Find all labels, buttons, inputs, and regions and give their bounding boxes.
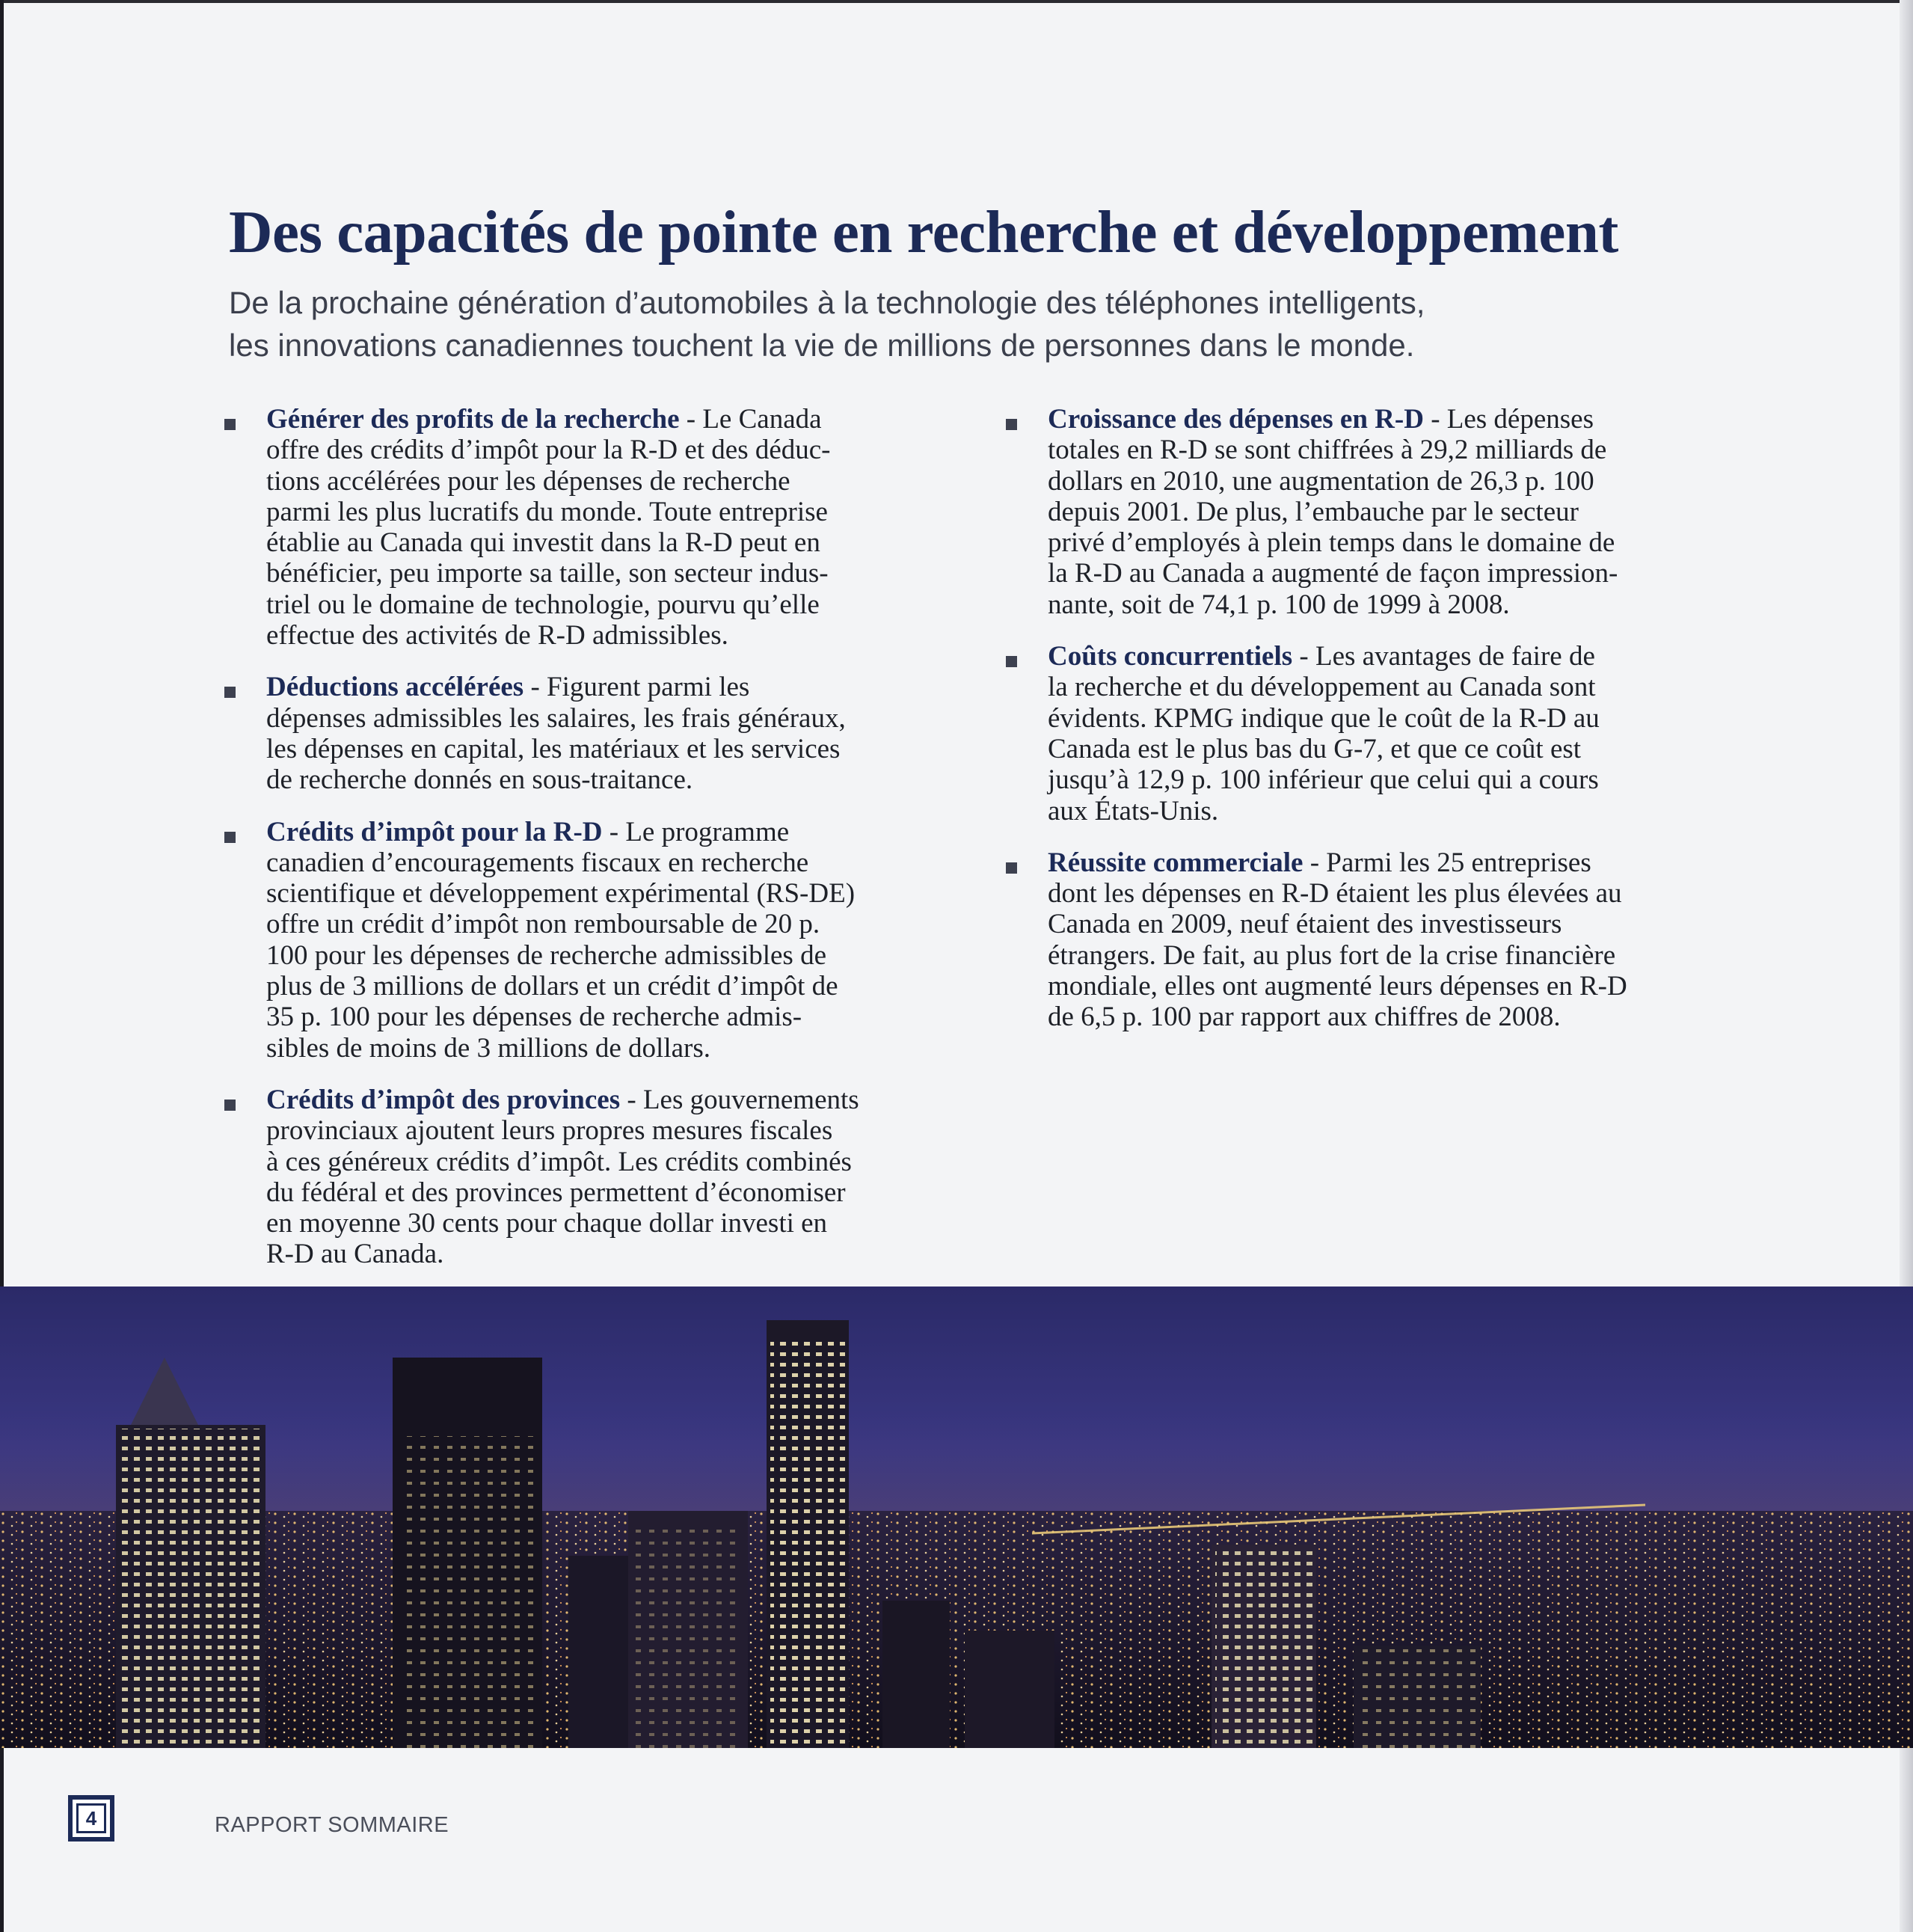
list-item <box>223 817 971 1064</box>
item-text <box>1048 404 1752 620</box>
city-skyline-illustration <box>0 1287 1913 1748</box>
item-line: la recherche et du développement au Canada sont <box>1048 672 1596 703</box>
item-lead: Croissance des dépenses en R-D <box>1048 404 1424 435</box>
item-text <box>266 404 971 651</box>
footer-label: RAPPORT SOMMAIRE <box>215 1813 449 1837</box>
item-text <box>1048 847 1752 1033</box>
list-item <box>1004 404 1752 620</box>
item-line: offre des crédits d’impôt pour la R-D et des déduc- <box>266 435 831 466</box>
item-line: nante, soit de 74,1 p. 100 de 1999 à 2008. <box>1048 589 1510 620</box>
square-bullet-icon <box>224 687 236 698</box>
item-text <box>266 1085 971 1270</box>
item-line: évidents. KPMG indique que le coût de la R-D au <box>1048 702 1600 734</box>
item-line: dépenses admissibles les salaires, les frais généraux, <box>266 702 846 734</box>
item-text <box>266 817 971 1064</box>
item-lead: Réussite commerciale <box>1048 847 1304 878</box>
item-line: jusqu’à 12,9 p. 100 inférieur que celui qui a cours <box>1048 764 1599 796</box>
item-line: - Parmi les 25 entreprises <box>1303 847 1591 878</box>
item-line: Canada en 2009, neuf étaient des investisseurs <box>1048 909 1562 940</box>
item-line: offre un crédit d’impôt non remboursable de 20 p. <box>266 909 820 940</box>
item-first-line <box>1048 641 1752 672</box>
item-line: 100 pour les dépenses de recherche admissibles de <box>266 939 826 971</box>
item-line: 35 p. 100 pour les dépenses de recherche admis- <box>266 1002 802 1033</box>
item-line: de recherche donnés en sous-traitance. <box>266 764 693 796</box>
item-line: dollars en 2010, une augmentation de 26,3 p. 100 <box>1048 465 1594 497</box>
item-line: tions accélérées pour les dépenses de recherche <box>266 465 790 497</box>
item-line: canadien d’encouragements fiscaux en recherche <box>266 847 809 878</box>
square-bullet-icon <box>1006 656 1017 667</box>
page-subtitle <box>229 281 1799 367</box>
square-bullet-icon <box>1006 862 1017 874</box>
item-line: triel ou le domaine de technologie, pourvu qu’elle <box>266 589 820 620</box>
right-column <box>1004 404 1752 1054</box>
item-line: sibles de moins de 3 millions de dollars. <box>266 1032 711 1064</box>
list-item <box>1004 847 1752 1033</box>
list-item <box>223 672 971 795</box>
item-line: - Les gouvernements <box>620 1084 859 1115</box>
item-line: dont les dépenses en R-D étaient les plus élevées au <box>1048 878 1622 910</box>
subtitle-line: De la prochaine génération d’automobiles à la technologie des téléphones intelligents, <box>229 285 1425 320</box>
item-line: bénéficier, peu importe sa taille, son secteur indus- <box>266 558 829 589</box>
page-number-box <box>68 1795 114 1841</box>
item-line: - Le Canada <box>679 404 822 435</box>
city-skyline-photo <box>0 1287 1913 1748</box>
item-line: - Les dépenses <box>1423 404 1594 435</box>
page-edge-top <box>0 0 1913 3</box>
item-first-line <box>1048 404 1752 435</box>
square-bullet-icon <box>224 1100 236 1111</box>
square-bullet-icon <box>1006 419 1017 430</box>
item-line: scientifique et développement expérimental (RS-DE) <box>266 878 856 910</box>
item-line: aux États-Unis. <box>1048 795 1219 827</box>
item-lead: Générer des profits de la recherche <box>266 404 680 435</box>
page-title: Des capacités de pointe en recherche et développement <box>229 198 1618 266</box>
item-line: effectue des activités de R-D admissibles. <box>266 620 728 651</box>
item-line: provinciaux ajoutent leurs propres mesures fiscales <box>266 1115 833 1147</box>
item-line: établie au Canada qui investit dans la R-D peut en <box>266 527 820 559</box>
item-first-line <box>266 404 971 435</box>
item-line: étrangers. De fait, au plus fort de la crise financière <box>1048 939 1616 971</box>
item-text <box>1048 641 1752 827</box>
item-line: mondiale, elles ont augmenté leurs dépenses en R-D <box>1048 971 1627 1002</box>
item-text <box>266 672 971 795</box>
item-line: Canada est le plus bas du G-7, et que ce coût est <box>1048 733 1582 764</box>
item-line: en moyenne 30 cents pour chaque dollar investi en <box>266 1208 828 1239</box>
item-line: - Les avantages de faire de <box>1292 641 1595 672</box>
item-lead: Déductions accélérées <box>266 672 524 703</box>
item-line: - Figurent parmi les <box>523 672 750 703</box>
left-column <box>223 404 971 1291</box>
item-line: les dépenses en capital, les matériaux et les services <box>266 733 841 764</box>
item-first-line <box>266 672 971 702</box>
list-item <box>223 1085 971 1270</box>
item-line: à ces généreux crédits d’impôt. Les crédits combinés <box>266 1146 852 1177</box>
page-number: 4 <box>76 1803 106 1833</box>
square-bullet-icon <box>224 419 236 430</box>
item-first-line <box>1048 847 1752 878</box>
item-lead: Crédits d’impôt des provinces <box>266 1084 621 1115</box>
item-lead: Crédits d’impôt pour la R-D <box>266 816 603 847</box>
item-line: de 6,5 p. 100 par rapport aux chiffres de 2008. <box>1048 1002 1561 1033</box>
subtitle-line: les innovations canadiennes touchent la vie de millions de personnes dans le monde. <box>229 328 1415 363</box>
item-line: la R-D au Canada a augmenté de façon impression- <box>1048 558 1618 589</box>
item-line: depuis 2001. De plus, l’embauche par le secteur <box>1048 496 1579 527</box>
item-lead: Coûts concurrentiels <box>1048 641 1293 672</box>
item-line: totales en R-D se sont chiffrées à 29,2 milliards de <box>1048 435 1607 466</box>
item-first-line <box>266 1085 971 1115</box>
square-bullet-icon <box>224 832 236 843</box>
item-first-line <box>266 817 971 847</box>
list-item <box>223 404 971 651</box>
item-line: - Le programme <box>602 816 790 847</box>
item-line: du fédéral et des provinces permettent d’économiser <box>266 1177 846 1208</box>
item-line: R-D au Canada. <box>266 1239 444 1270</box>
list-item <box>1004 641 1752 827</box>
item-line: parmi les plus lucratifs du monde. Toute entreprise <box>266 496 828 527</box>
item-line: plus de 3 millions de dollars et un crédit d’impôt de <box>266 971 838 1002</box>
item-line: privé d’employés à plein temps dans le domaine de <box>1048 527 1615 559</box>
